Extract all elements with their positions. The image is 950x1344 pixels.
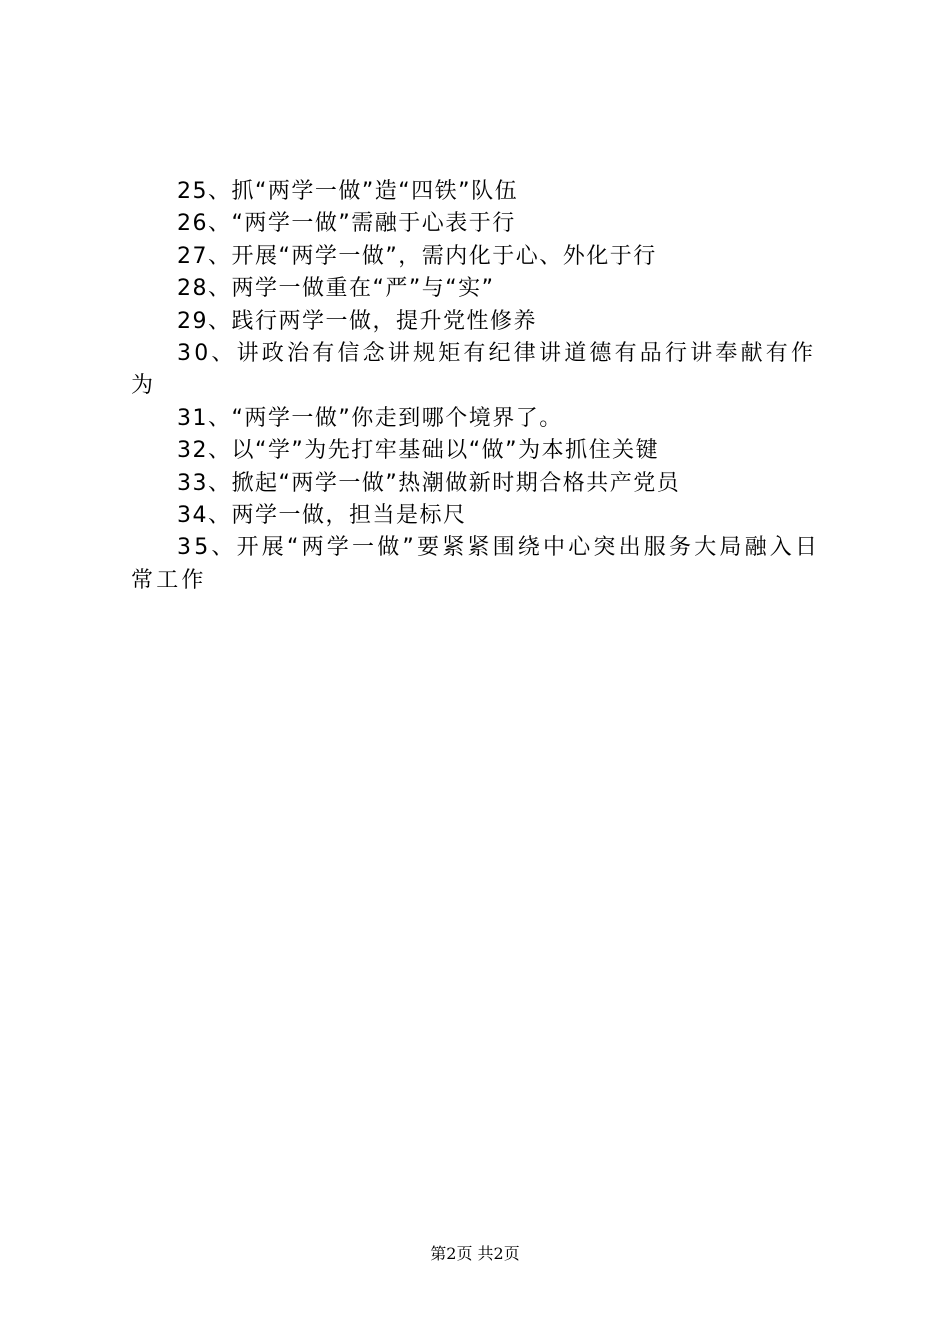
list-item: 31、“两学一做”你走到哪个境界了。 [177,405,563,431]
list-item: 29、践行两学一做，提升党性修养 [177,308,537,334]
list-item: 34、两学一做，担当是标尺 [177,503,467,529]
list-item: 30、讲政治有信念讲规矩有纪律讲道德有品行讲奉献有作为 [131,341,817,399]
list-item: 28、两学一做重在“严”与“实” [177,276,495,302]
page-footer [0,1244,950,1264]
list-item: 27、开展“两学一做”，需内化于心、外化于行 [177,243,657,269]
list-item: 35、开展“两学一做”要紧紧围绕中心突出服务大局融入日常工作 [131,535,821,593]
page-number: 第2页 共2页 [430,1244,520,1263]
list-item: 25、抓“两学一做”造“四铁”队伍 [177,179,519,204]
list-item: 33、掀起“两学一做”热潮做新时期合格共产党员 [177,470,681,496]
list-item: 26、“两学一做”需融于心表于行 [177,211,516,237]
document-body [131,176,831,597]
list-item: 32、以“学”为先打牢基础以“做”为本抓住关键 [177,438,660,464]
